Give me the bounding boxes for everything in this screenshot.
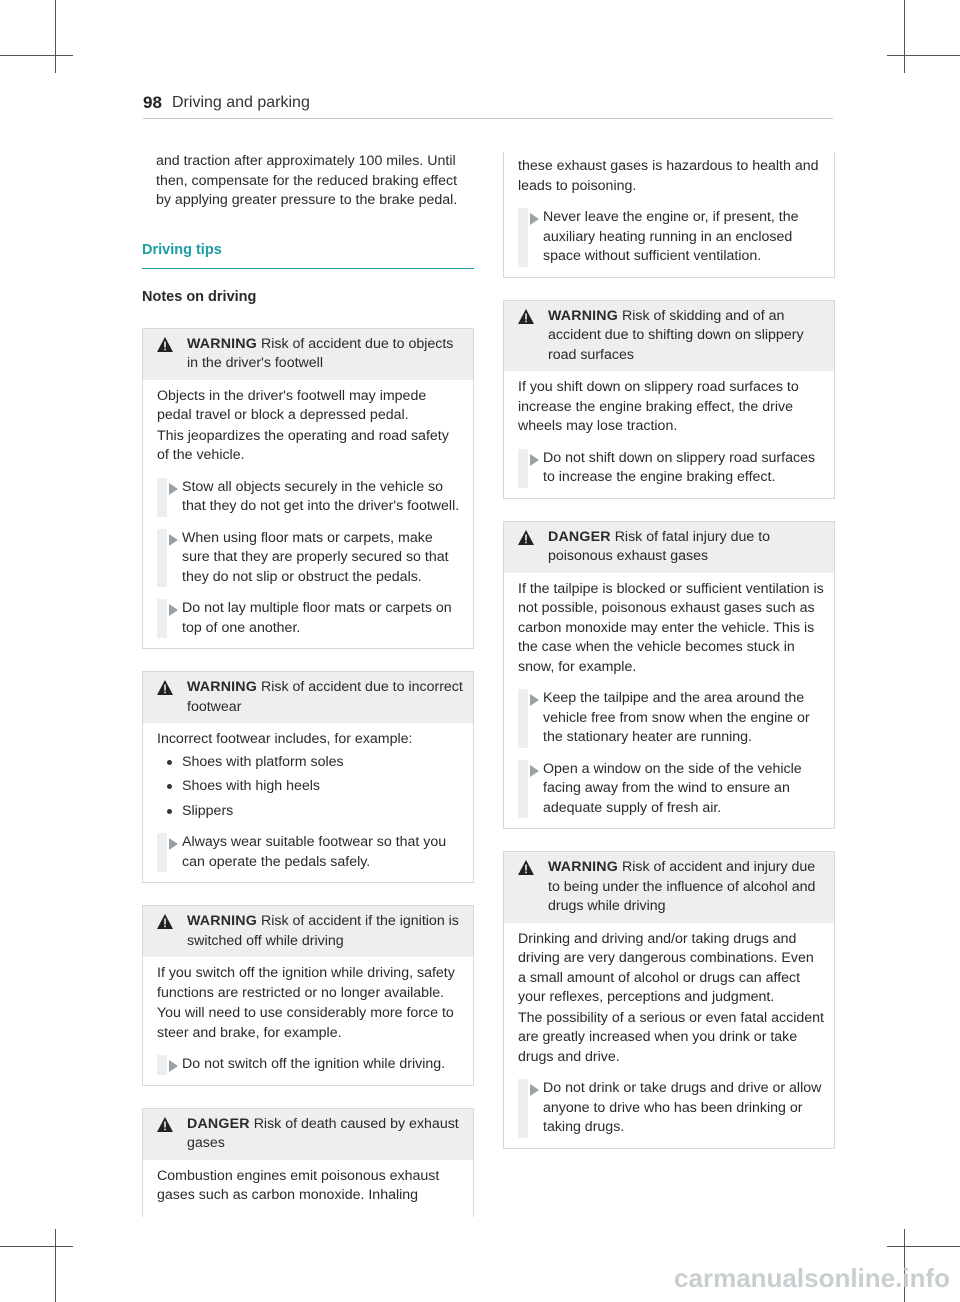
box-paragraph: Objects in the driver's footwell may impede pedal travel or block a depressed pedal. (157, 387, 427, 423)
step-item: Keep the tailpipe and the area around the vehicle free from snow when the engine or the stationary heater are running. (518, 689, 824, 748)
box-body (504, 923, 834, 1148)
box-header (143, 1109, 473, 1160)
crop-mark (887, 55, 960, 56)
box-paragraph: If the tailpipe is blocked or sufficient ventilation is not possible, poisonous exhaust gases such as carbon monoxide may enter the vehicle. This is the case when the vehicle becomes stuck in snow, for example. (518, 580, 824, 675)
danger-box (142, 1108, 474, 1217)
box-kind: WARNING (187, 335, 257, 352)
warning-triangle-icon (518, 309, 534, 324)
warning-box (142, 905, 474, 1086)
arrow-icon (530, 454, 539, 466)
warning-box (142, 328, 474, 650)
box-body (504, 371, 834, 498)
crop-mark (887, 1246, 960, 1247)
header-rule (143, 118, 833, 119)
box-header (143, 906, 473, 957)
box-paragraph: Combustion engines emit poisonous exhaust gases such as carbon monoxide. Inhaling (157, 1167, 440, 1203)
step-item: Stow all objects securely in the vehicle so that they do not get into the driver's footwell. (157, 478, 463, 517)
danger-box (503, 521, 835, 830)
arrow-icon (169, 604, 178, 616)
step-item: When using floor mats or carpets, make sure that they are properly secured so that they do not slip or obstruct the pedals. (157, 529, 463, 588)
arrow-icon (530, 213, 539, 225)
intro-paragraph: and traction after approximately 100 miles. Until then, compensate for the reduced braking effect by applying greater pressure to the brake pedal. (156, 153, 458, 208)
box-title: Risk of skidding and of an accident due to shifting down on slippery road surfaces (548, 307, 804, 363)
arrow-icon (530, 694, 539, 706)
right-column (503, 152, 835, 1171)
box-body (143, 723, 473, 882)
watermark: carmanualsonline.info (674, 1263, 950, 1293)
arrow-icon (530, 765, 539, 777)
box-header (504, 852, 834, 923)
crop-mark (0, 55, 73, 56)
crop-mark (55, 0, 56, 73)
warning-triangle-icon (157, 337, 173, 352)
box-title: Risk of fatal injury due to poisonous exhaust gases (548, 528, 771, 564)
step-item: Do not lay multiple floor mats or carpets on top of one another. (157, 599, 463, 638)
list-item: Shoes with platform soles (157, 753, 463, 773)
page-number: 98 (143, 93, 162, 112)
box-paragraph: The possibility of a serious or even fatal accident are greatly increased when you drink or take drugs and drive. (518, 1009, 824, 1065)
list-item: Shoes with high heels (157, 777, 463, 797)
box-paragraph: If you shift down on slippery road surfaces to increase the engine braking effect, the drive wheels may lose traction. (518, 379, 799, 434)
box-kind: WARNING (187, 679, 257, 695)
arrow-icon (169, 534, 178, 546)
page-section-title: Driving and parking (172, 94, 310, 111)
section-title: Driving tips (142, 241, 474, 270)
step-item: Do not switch off the ignition while driving. (157, 1055, 463, 1075)
warning-box (503, 851, 835, 1149)
box-paragraph: these exhaust gases is hazardous to health and leads to poisoning. (518, 158, 819, 194)
step-item: Open a window on the side of the vehicle facing away from the wind to ensure an adequate supply of fresh air. (518, 760, 824, 819)
warning-box (503, 300, 835, 499)
box-title: Risk of accident if the ignition is switched off while driving (187, 913, 459, 949)
subheading: Notes on driving (142, 289, 257, 305)
step-item: Always wear suitable footwear so that you can operate the pedals safely. (157, 833, 463, 872)
box-body (143, 957, 473, 1085)
crop-mark (55, 1229, 56, 1302)
step-item: Never leave the engine or, if present, the auxiliary heating running in an enclosed space without sufficient ventilation. (518, 208, 824, 267)
box-title: Risk of accident due to objects in the driver's footwell (187, 335, 454, 371)
box-header (504, 522, 834, 573)
box-paragraph: Incorrect footwear includes, for example: (157, 731, 413, 747)
box-header (143, 329, 473, 380)
warning-triangle-icon (518, 530, 534, 545)
box-kind: DANGER (548, 528, 611, 545)
arrow-icon (169, 483, 178, 495)
warning-triangle-icon (157, 680, 173, 695)
crop-mark (0, 1246, 73, 1247)
box-title: Risk of accident and injury due to being under the influence of alcohol and drugs while driving (548, 859, 816, 914)
arrow-icon (169, 1060, 178, 1072)
warning-triangle-icon (157, 914, 173, 929)
step-item: Do not shift down on slippery road surfaces to increase the engine braking effect. (518, 449, 824, 488)
crop-mark (904, 0, 905, 73)
step-item: Do not drink or take drugs and drive or allow anyone to drive who has been drinking or taking drugs. (518, 1079, 824, 1138)
box-paragraph: If you switch off the ignition while driving, safety functions are restricted or no longer available. (157, 965, 455, 1001)
box-title: Risk of accident due to incorrect footwear (187, 679, 463, 715)
box-paragraph: You will need to use considerably more force to steer and brake, for example. (157, 1005, 454, 1041)
box-paragraph: Drinking and driving and/or taking drugs and driving are very dangerous combinations. Even a small amount of alcohol or drugs can affect your reflexes, perceptions and judgment. (518, 930, 814, 1005)
warning-triangle-icon (518, 860, 534, 875)
box-body (143, 380, 473, 649)
box-kind: WARNING (548, 307, 618, 324)
warning-box (142, 671, 474, 883)
box-body (504, 573, 834, 829)
arrow-icon (169, 838, 178, 850)
box-paragraph: This jeopardizes the operating and road safety of the vehicle. (157, 427, 449, 463)
list-item: Slippers (157, 802, 463, 822)
box-body (143, 1160, 473, 1217)
box-kind: DANGER (187, 1115, 250, 1132)
box-header (504, 301, 834, 372)
box-kind: WARNING (548, 859, 618, 875)
warning-triangle-icon (157, 1117, 173, 1132)
box-header (143, 672, 473, 723)
box-title: Risk of death caused by exhaust gases (187, 1115, 459, 1151)
left-column (142, 152, 474, 1217)
arrow-icon (530, 1084, 539, 1096)
bullet-list (157, 753, 463, 822)
box-kind: WARNING (187, 913, 257, 929)
danger-box-continued (503, 152, 835, 278)
